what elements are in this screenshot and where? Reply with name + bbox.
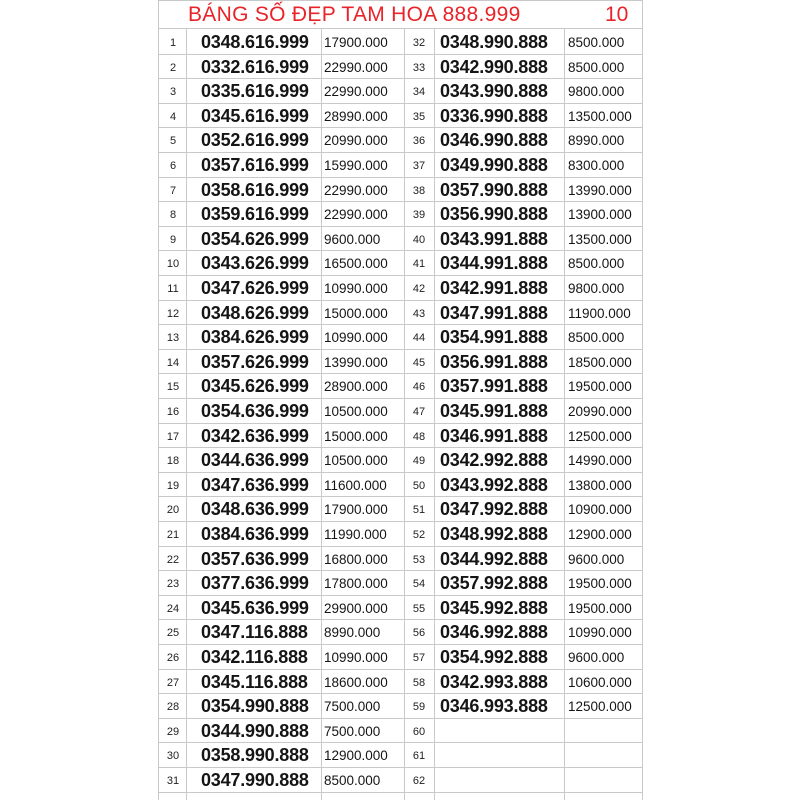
grid-line <box>158 103 642 104</box>
phone-number: 0349.990.888 <box>440 155 548 175</box>
grid-line <box>564 28 565 800</box>
price-value: 10990.000 <box>324 650 388 665</box>
price-value: 19500.000 <box>568 379 632 395</box>
price-value: 12500.000 <box>568 699 632 715</box>
phone-number: 0384.636.999 <box>201 524 309 544</box>
price-value: 9800.000 <box>568 281 625 296</box>
phone-number: 0384.626.999 <box>201 327 309 348</box>
phone-number: 0343.991.888 <box>440 228 548 249</box>
phone-number: 0352.616.999 <box>201 130 309 151</box>
phone-number: 0345.116.888 <box>201 671 308 692</box>
row-index: 37 <box>412 160 426 172</box>
grid-line <box>158 423 642 424</box>
grid-line <box>158 0 159 800</box>
row-index: 52 <box>412 529 426 541</box>
price-value: 10990.000 <box>324 330 388 346</box>
price-value: 7500.000 <box>324 723 381 739</box>
price-value: 17900.000 <box>324 502 388 518</box>
grid-line <box>158 669 642 670</box>
row-index: 39 <box>412 209 426 222</box>
price-value: 10600.000 <box>568 674 632 690</box>
price-value: 22990.000 <box>324 182 388 198</box>
row-index: 48 <box>412 430 426 443</box>
grid-line <box>158 447 642 448</box>
price-value: 12900.000 <box>324 748 388 764</box>
phone-number: 0345.991.888 <box>440 401 548 421</box>
phone-number: 0346.990.888 <box>440 130 548 151</box>
price-value: 16500.000 <box>324 256 388 272</box>
row-index: 24 <box>166 602 180 615</box>
grid-line <box>158 152 642 153</box>
phone-number: 0348.626.999 <box>201 302 309 323</box>
grid-line <box>158 496 642 497</box>
phone-number: 0343.626.999 <box>201 253 309 274</box>
grid-line <box>321 28 322 800</box>
phone-number: 0357.626.999 <box>201 351 309 372</box>
phone-number: 0354.992.888 <box>440 647 548 667</box>
grid-line <box>158 693 642 694</box>
grid-line <box>158 300 642 301</box>
grid-line <box>158 767 642 768</box>
row-index: 36 <box>412 135 426 148</box>
row-index: 8 <box>169 209 177 222</box>
price-value: 22990.000 <box>324 207 388 223</box>
table-title <box>158 2 642 28</box>
phone-number: 0377.636.999 <box>201 573 309 594</box>
row-index: 19 <box>166 479 180 492</box>
price-value: 15000.000 <box>324 428 388 444</box>
phone-number: 0347.116.888 <box>201 622 308 643</box>
row-index: 35 <box>412 110 426 123</box>
row-index: 59 <box>412 701 426 714</box>
phone-number: 0347.992.888 <box>440 499 548 520</box>
row-index: 55 <box>412 602 426 615</box>
phone-number: 0343.990.888 <box>440 81 548 102</box>
row-index: 61 <box>412 750 426 763</box>
phone-number: 0347.990.888 <box>201 770 309 790</box>
grid-line <box>158 349 642 350</box>
price-value: 10500.000 <box>324 453 388 469</box>
grid-line <box>158 595 642 596</box>
row-index: 11 <box>167 283 179 295</box>
title-text: BÁNG SỐ ĐẸP TAM HOA 888.999 <box>188 3 521 26</box>
grid-line <box>158 792 642 793</box>
price-value: 10990.000 <box>324 281 388 296</box>
price-value: 11900.000 <box>568 305 631 321</box>
price-value: 13800.000 <box>568 477 632 493</box>
price-value: 8500.000 <box>568 256 625 272</box>
phone-number: 0358.990.888 <box>201 745 309 766</box>
phone-number: 0354.991.888 <box>440 327 548 348</box>
price-value: 9800.000 <box>568 84 625 100</box>
row-index: 44 <box>412 332 426 345</box>
phone-number: 0348.992.888 <box>440 524 548 544</box>
phone-number: 0356.990.888 <box>440 204 548 225</box>
grid-line <box>158 127 642 128</box>
grid-line <box>434 28 435 800</box>
grid-line <box>186 28 187 800</box>
row-index: 27 <box>166 676 180 689</box>
phone-number: 0342.636.999 <box>201 425 309 446</box>
sheet-number: 10 <box>605 3 629 26</box>
row-index: 29 <box>166 725 180 738</box>
row-index: 21 <box>166 529 180 541</box>
grid-line <box>158 250 642 251</box>
price-value: 10500.000 <box>324 404 388 419</box>
grid-line <box>158 742 642 743</box>
phone-number: 0342.992.888 <box>440 450 548 471</box>
price-value: 10990.000 <box>568 625 632 641</box>
phone-number: 0344.991.888 <box>440 253 548 274</box>
row-index: 22 <box>166 553 180 566</box>
row-index: 18 <box>166 455 180 468</box>
row-index: 25 <box>166 627 180 640</box>
price-value: 29900.000 <box>324 600 388 616</box>
row-index: 41 <box>412 258 426 271</box>
grid-line <box>158 78 642 79</box>
phone-number: 0345.636.999 <box>201 597 309 618</box>
row-index: 20 <box>166 504 180 517</box>
row-index: 10 <box>166 258 180 271</box>
grid-line <box>158 373 642 374</box>
phone-number: 0357.991.888 <box>440 376 548 397</box>
price-value: 9600.000 <box>568 551 625 567</box>
phone-number: 0335.616.999 <box>201 81 309 102</box>
grid-line <box>158 0 642 1</box>
phone-number: 0357.992.888 <box>440 573 548 594</box>
grid-line <box>158 226 642 227</box>
grid-line <box>158 54 642 55</box>
price-value: 11990.000 <box>324 527 387 542</box>
price-value: 13500.000 <box>568 108 632 124</box>
grid-line <box>158 570 642 571</box>
row-index: 6 <box>169 160 177 172</box>
phone-number: 0354.636.999 <box>201 401 309 421</box>
price-value: 11600.000 <box>324 477 387 493</box>
row-index: 28 <box>166 701 180 714</box>
row-index: 62 <box>412 775 426 787</box>
phone-number: 0342.116.888 <box>201 647 308 667</box>
price-value: 8500.000 <box>324 773 381 788</box>
price-value: 17900.000 <box>324 35 388 50</box>
phone-number: 0348.616.999 <box>201 32 309 52</box>
grid-line <box>158 718 642 719</box>
phone-number: 0354.990.888 <box>201 696 309 717</box>
phone-number: 0344.990.888 <box>201 720 309 741</box>
phone-number: 0356.991.888 <box>440 351 548 372</box>
phone-number: 0342.991.888 <box>440 278 548 298</box>
row-index: 60 <box>412 725 426 738</box>
row-index: 5 <box>169 135 177 148</box>
grid-line <box>158 644 642 645</box>
price-value: 8990.000 <box>324 625 381 641</box>
row-index: 53 <box>412 553 426 566</box>
grid-line <box>158 546 642 547</box>
phone-number: 0348.990.888 <box>440 32 548 52</box>
phone-number: 0357.636.999 <box>201 548 309 569</box>
phone-number: 0343.992.888 <box>440 474 548 495</box>
price-value: 15990.000 <box>324 158 388 173</box>
grid-line <box>642 0 643 800</box>
phone-number: 0345.626.999 <box>201 376 309 397</box>
row-index: 40 <box>412 233 426 246</box>
price-value: 22990.000 <box>324 84 388 100</box>
row-index: 4 <box>169 110 177 123</box>
price-value: 8500.000 <box>568 35 625 50</box>
row-index: 42 <box>412 283 426 295</box>
phone-number: 0347.636.999 <box>201 474 309 495</box>
phone-number: 0342.990.888 <box>440 56 548 77</box>
price-value: 17800.000 <box>324 576 388 592</box>
grid-line <box>158 28 642 29</box>
row-index: 54 <box>412 578 426 591</box>
row-index: 30 <box>166 750 180 763</box>
row-index: 15 <box>166 381 180 394</box>
price-value: 9600.000 <box>568 650 625 665</box>
phone-number: 0344.992.888 <box>440 548 548 569</box>
row-index: 12 <box>166 307 180 320</box>
phone-number: 0332.616.999 <box>201 56 309 77</box>
phone-number: 0357.616.999 <box>201 155 309 175</box>
price-value: 13990.000 <box>324 354 388 370</box>
price-value: 9600.000 <box>324 231 381 247</box>
phone-number: 0346.993.888 <box>440 696 548 717</box>
grid-line <box>158 398 642 399</box>
row-index: 34 <box>412 86 426 99</box>
grid-line <box>158 521 642 522</box>
row-index: 1 <box>169 37 177 49</box>
phone-number: 0346.991.888 <box>440 425 548 446</box>
grid-line <box>158 324 642 325</box>
phone-number: 0344.636.999 <box>201 450 309 471</box>
phone-number: 0359.616.999 <box>201 204 309 225</box>
row-index: 47 <box>412 406 426 418</box>
row-index: 16 <box>166 406 180 418</box>
row-index: 49 <box>412 455 426 468</box>
row-index: 14 <box>166 356 180 369</box>
price-value: 10900.000 <box>568 502 632 518</box>
price-value: 28900.000 <box>324 379 388 395</box>
row-index: 51 <box>412 504 426 517</box>
price-value: 8300.000 <box>568 158 625 173</box>
phone-number: 0346.992.888 <box>440 622 548 643</box>
row-index: 13 <box>166 332 180 345</box>
price-value: 19500.000 <box>568 600 632 616</box>
price-value: 8500.000 <box>568 59 625 75</box>
price-value: 19500.000 <box>568 576 632 592</box>
phone-number: 0347.991.888 <box>440 302 548 323</box>
phone-number: 0336.990.888 <box>440 105 548 126</box>
price-value: 13990.000 <box>568 182 632 198</box>
phone-number: 0342.993.888 <box>440 671 548 692</box>
price-value: 13900.000 <box>568 207 632 223</box>
row-index: 43 <box>412 307 426 320</box>
price-value: 12900.000 <box>568 527 632 542</box>
row-index: 38 <box>412 184 426 197</box>
row-index: 2 <box>169 61 177 74</box>
price-value: 20990.000 <box>568 404 632 419</box>
price-value: 12500.000 <box>568 428 632 444</box>
row-index: 56 <box>412 627 426 640</box>
row-index: 31 <box>166 775 180 787</box>
price-value: 15000.000 <box>324 305 388 321</box>
row-index: 58 <box>412 676 426 689</box>
phone-number: 0345.616.999 <box>201 105 309 126</box>
phone-number: 0358.616.999 <box>201 179 309 200</box>
row-index: 9 <box>169 233 177 246</box>
row-index: 57 <box>412 652 426 664</box>
price-value: 18600.000 <box>324 674 388 690</box>
phone-number: 0348.636.999 <box>201 499 309 520</box>
price-value: 28990.000 <box>324 108 388 124</box>
phone-number: 0345.992.888 <box>440 597 548 618</box>
price-value: 7500.000 <box>324 699 381 715</box>
row-index: 46 <box>412 381 426 394</box>
price-value: 20990.000 <box>324 133 388 149</box>
grid-line <box>158 177 642 178</box>
price-value: 8990.000 <box>568 133 625 149</box>
grid-line <box>158 472 642 473</box>
row-index: 50 <box>412 479 426 492</box>
row-index: 7 <box>169 184 177 197</box>
row-index: 26 <box>166 652 180 664</box>
phone-number: 0357.990.888 <box>440 179 548 200</box>
price-value: 8500.000 <box>568 330 625 346</box>
grid-line <box>158 619 642 620</box>
price-value: 13500.000 <box>568 231 632 247</box>
row-index: 23 <box>166 578 180 591</box>
price-value: 22990.000 <box>324 59 388 75</box>
row-index: 17 <box>166 430 180 443</box>
row-index: 3 <box>169 86 177 99</box>
price-value: 14990.000 <box>568 453 632 469</box>
phone-number: 0354.626.999 <box>201 228 309 249</box>
grid-line <box>158 201 642 202</box>
phone-number: 0347.626.999 <box>201 278 309 298</box>
price-value: 16800.000 <box>324 551 388 567</box>
price-value: 18500.000 <box>568 354 632 370</box>
grid-line <box>404 28 405 800</box>
grid-line <box>158 275 642 276</box>
row-index: 33 <box>412 61 426 74</box>
row-index: 32 <box>412 37 426 49</box>
row-index: 45 <box>412 356 426 369</box>
